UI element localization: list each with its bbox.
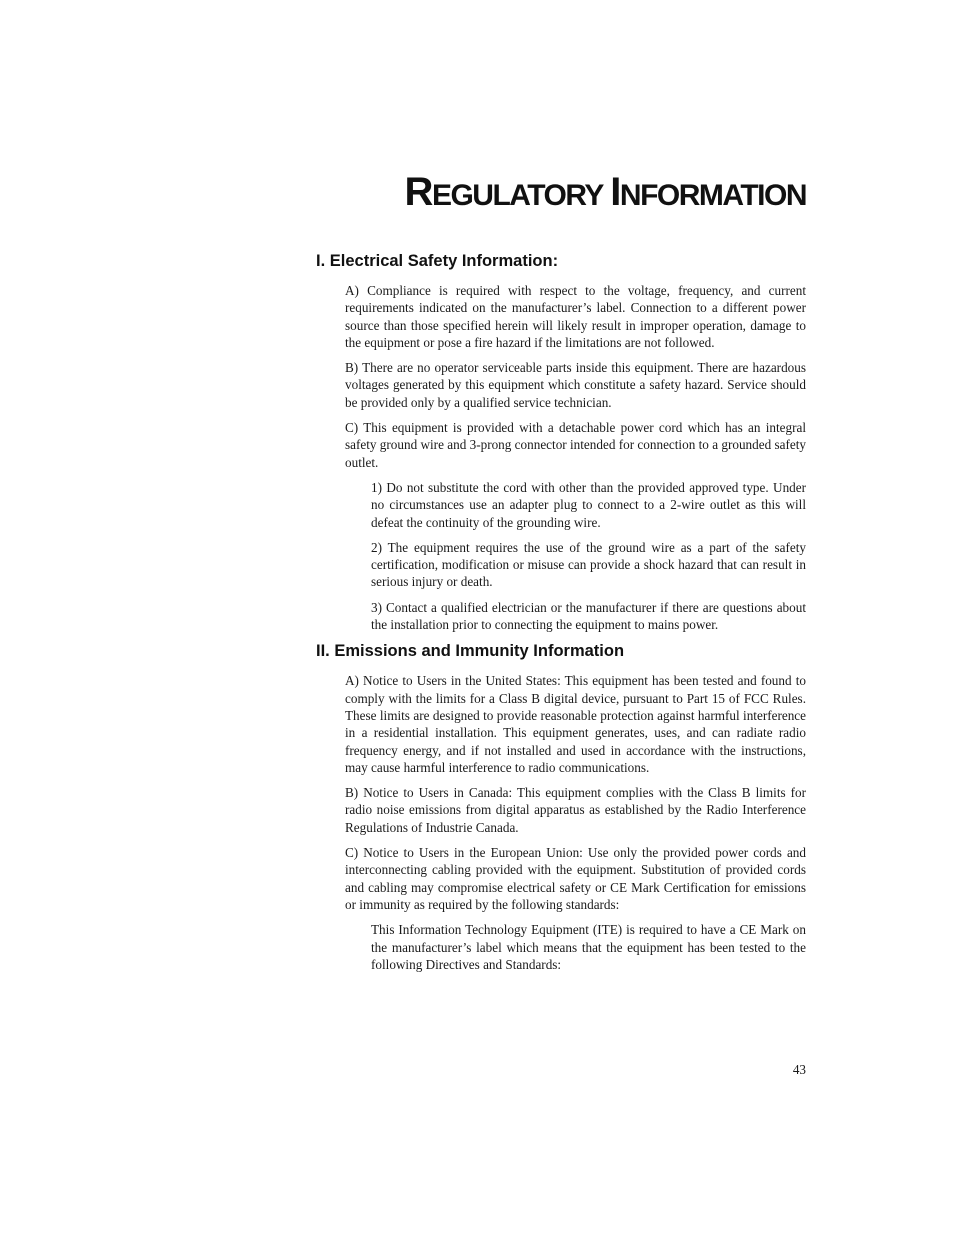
title-rest-regulatory: EGULATORY xyxy=(431,179,603,212)
title-initial-i: I xyxy=(610,170,620,214)
subparagraph-ground-wire: 2) The equipment requires the use of the ground wire as a part of the safety certification, modification or misuse can provide a shock hazard that can result in serious injury or death. xyxy=(371,539,806,590)
section-heading-electrical-safety: I. Electrical Safety Information: xyxy=(316,252,559,270)
page-number: 43 xyxy=(792,1062,806,1077)
paragraph-notice-eu: C) Notice to Users in the European Union: Use only the provided power cords and interconnecting cabling provided with the equipment. Substitution of provided cords and cabling may compromise electrical safety or CE Mark Certification for emissions or immunity as required by the following standards: xyxy=(345,845,806,912)
subparagraph-cord-substitution: 1) Do not substitute the cord with other than the provided approved type. Under no circumstances use an adapter plug to connect to a 2-wire outlet as this will defeat the continuity of the grounding wire. xyxy=(371,479,806,530)
document-body xyxy=(316,251,806,981)
paragraph-power-cord: C) This equipment is provided with a detachable power cord which has an integral safety ground wire and 3-prong connector intended for connection to a grounded safety outlet. xyxy=(345,420,806,470)
subparagraph-ce-mark: This Information Technology Equipment (ITE) is required to have a CE Mark on the manufacturer’s label which means that the equipment has been tested to the following Directives and Standards: xyxy=(371,922,806,972)
page-title xyxy=(0,172,806,212)
paragraph-notice-canada: B) Notice to Users in Canada: This equipment complies with the Class B limits for radio noise emissions from digital apparatus as established by the Radio Interference Regulations of Industrie Canada. xyxy=(345,785,806,835)
title-initial-r: R xyxy=(404,170,432,214)
subparagraph-contact-electrician: 3) Contact a qualified electrician or the manufacturer if there are questions about the installation prior to connecting the equipment to mains power. xyxy=(371,599,806,633)
section-heading-emissions-immunity: II. Emissions and Immunity Information xyxy=(316,642,625,661)
paragraph-serviceable-parts: B) There are no operator serviceable parts inside this equipment. There are hazardous voltages generated by this equipment which constitute a safety hazard. Service should be provided only by a qualified service technician. xyxy=(345,360,806,410)
paragraph-compliance: A) Compliance is required with respect to the voltage, frequency, and current requirements indicated on the manufacturer’s label. Connection to a different power source than those specified herein will likely result in improper operation, damage to the equipment or pose a fire hazard if the limitations are not followed. xyxy=(345,283,806,350)
paragraph-notice-us: A) Notice to Users in the United States: This equipment has been tested and found to comply with the limits for a Class B digital device, pursuant to Part 15 of FCC Rules. These limits are designed to provide reasonable protection against harmful interference in a residential installation. This equipment generates, uses, and can radiate radio frequency energy, and if not installed and used in accordance with the instructions, may cause harmful interference to radio communications. xyxy=(345,673,806,775)
title-rest-information: NFORMATION xyxy=(619,179,806,212)
